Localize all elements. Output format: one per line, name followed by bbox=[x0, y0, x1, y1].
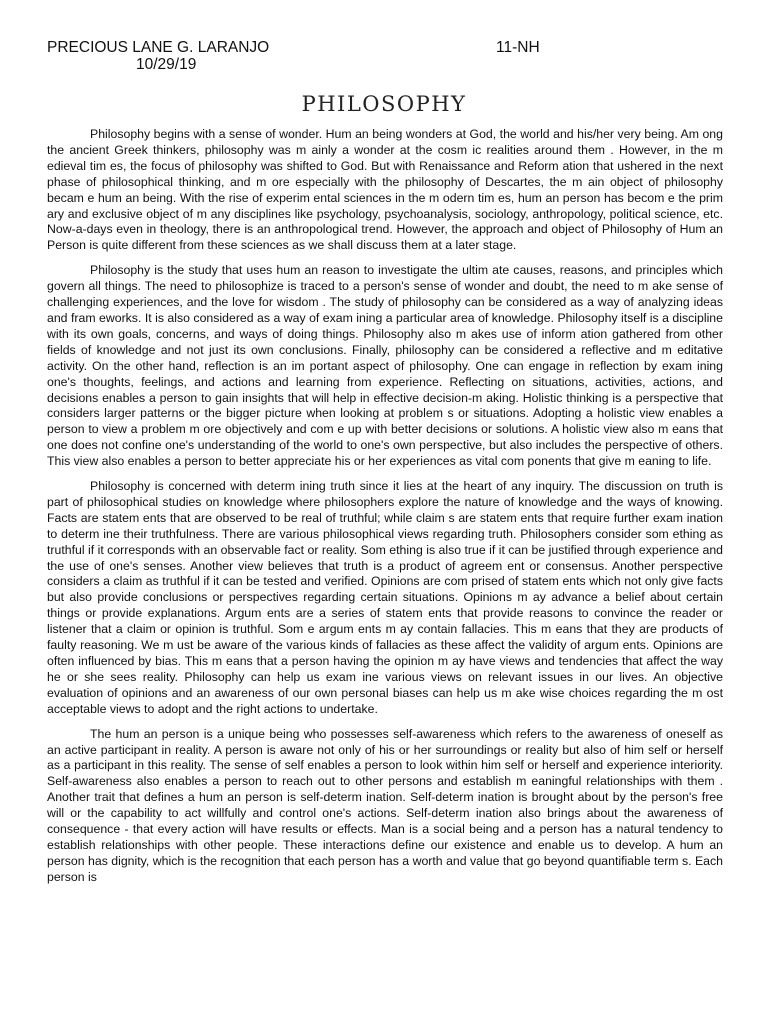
document-body bbox=[47, 127, 723, 895]
class-section: 11-NH bbox=[496, 39, 540, 56]
paragraph-1: Philosophy begins with a sense of wonder. Hum an being wonders at God, the world and his/her very being. Am ong the ancient Greek thinkers, philosophy was m ainly a wonder at the cosm ic realities around them . However, in the m edieval tim es, the focus of philosophy was shifted to God. But with Renaissance and Reform ation that ushered in the next phase of philosophical thinking, and m ore especially with the philosophy of Descartes, the m ain object of philosophy becam e hum an being. With the rise of experim ental sciences in the m odern tim es, hum an person has becom e the prim ary and exclusive object of m any disciplines like psychology, psychoanalysis, sociology, anthropology, political science, etc. Now-a-days even in theology, there is an anthropological trend. However, the approach and object of Philosophy of Hum an Person is quite different from these sciences as we shall discuss them at a later stage. bbox=[47, 127, 723, 253]
author-name: PRECIOUS LANE G. LARANJO bbox=[47, 39, 270, 56]
paragraph-3: Philosophy is concerned with determ ining truth since it lies at the heart of any inquiry. The discussion on truth is part of philosophical studies on knowledge where philosophers explore the nature of knowledge and the ways of knowing. Facts are statem ents that are observed to be real of truthful; while claim s are statem ents that require further exam ination to determ ine their truthfulness. There are various philosophical views regarding truth. Philosophers consider som ething as truthful if it corresponds with an observable fact or reality. Som ething is also true if it can be justified through experience and the use of one's senses. Another view believes that truth is a product of agreem ent or consensus. Another perspective considers a claim as truthful if it can be tested and verified. Opinions are com prised of statem ents which not only give facts but also provide conclusions or perspectives regarding certain situations. Opinions m ay advance a belief about certain things or provide explanations. Argum ents are a series of statem ents that provide reasons to convince the reader or listener that a claim or opinion is truthful. Som e argum ents m ay contain fallacies. This m eans that they are products of faulty reasoning. We m ust be aware of the various kinds of fallacies as these affect the validity of argum ents. Opinions are often influenced by bias. This m eans that a person having the opinion m ay have views and tendencies that affect the way he or she sees reality. Philosophy can help us exam ine various views on relevant issues in our lives. An objective evaluation of opinions and an awareness of our own personal biases can help us m ake wise choices regarding the m ost acceptable views to adopt and the right actions to undertake. bbox=[47, 479, 723, 716]
paragraph-2: Philosophy is the study that uses hum an reason to investigate the ultim ate causes, reasons, and principles which govern all things. The need to philosophize is traced to a person's sense of wonder and doubt, the need to m ake sense of challenging experiences, and the love for wisdom . The study of philosophy can be considered as a way of analyzing ideas and fram eworks. It is also considered as a way of exam ining a particular area of knowledge. Philosophy itself is a discipline with its own goals, concerns, and ways of doing things. Philosophy also m akes use of inform ation gathered from other fields of knowledge and not just its own conclusions. Finally, philosophy can be considered a reflective and m editative activity. On the other hand, reflection is an im portant aspect of philosophy. One can engage in reflection by exam ining one's thoughts, feelings, and actions and learning from experience. Reflecting on situations, activities, actions, and decisions enables a person to gain insights that will help in effective decision-m aking. Holistic thinking is a perspective that considers larger patterns or the bigger picture when looking at problem s or situations. Adopting a holistic view enables a person to view a problem m ore objectively and com e up with better decisions or solutions. A holistic view also m eans that one does not confine one's understanding of the world to one's own perspective, but also includes the perspective of others. This view also enables a person to better appreciate his or her experiences as vital com ponents that give m eaning to life. bbox=[47, 263, 723, 469]
paragraph-4: The hum an person is a unique being who possesses self-awareness which refers to the awareness of oneself as an active participant in reality. A person is aware not only of his or her surroundings or reality but also of him self or herself as a participant in this reality. The sense of self enables a person to look within him self or herself and experience interiority. Self-awareness also enables a person to reach out to other persons and establish m eaningful relationships with them . Another trait that defines a hum an person is self-determ ination. Self-determ ination is brought about by the person's free will or the capability to act willfully and control one's actions. Self-determ ination also brings about the awareness of consequence - that every action will have results or effects. Man is a social being and a person has a natural tendency to establish relationships with other people. These interactions define our existence and enable us to develop. A hum an person has dignity, which is the recognition that each person has a worth and value that go beyond quantifiable term s. Each person is bbox=[47, 726, 723, 884]
document-date: 10/29/19 bbox=[136, 56, 197, 73]
document-title: PHILOSOPHY bbox=[301, 92, 467, 116]
